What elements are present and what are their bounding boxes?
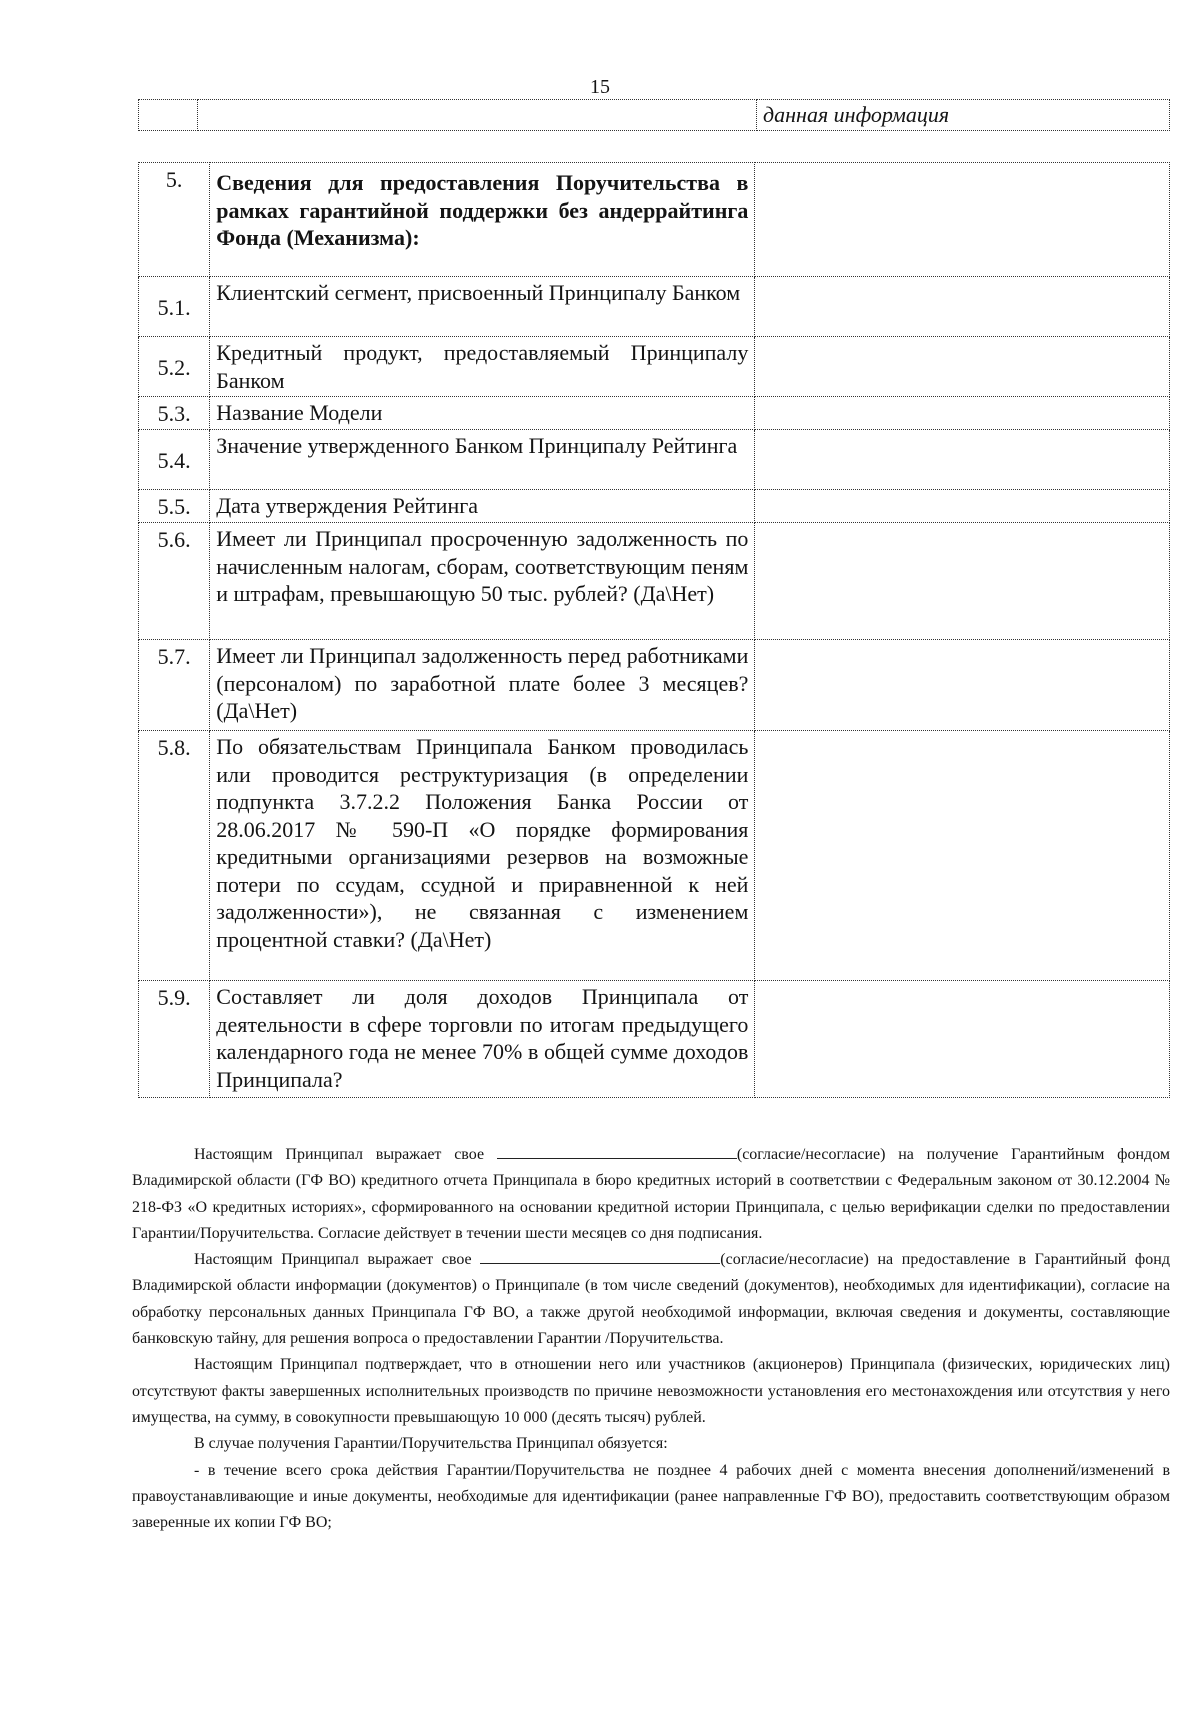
answer-cell[interactable] xyxy=(755,337,1170,397)
section-title: Сведения для предоставления Поручительства в рамках гарантийной поддержки без андеррайтинга Фонда (Механизма): xyxy=(210,163,755,277)
table-row xyxy=(139,640,1170,731)
row-number: 5.5. xyxy=(139,490,210,523)
row-number: 5.3. xyxy=(139,397,210,430)
table-row xyxy=(139,337,1170,397)
row-number: 5.9. xyxy=(139,981,210,1098)
paragraph-credit-report-consent xyxy=(132,1142,1170,1247)
table-row xyxy=(139,277,1170,337)
table-cell: данная информация xyxy=(757,100,1170,131)
answer-cell[interactable] xyxy=(755,277,1170,337)
paragraph-data-consent xyxy=(132,1247,1170,1352)
row-text: Имеет ли Принципал задолженность перед работниками (персоналом) по заработной плате более 3 месяцев? (Да\Нет) xyxy=(210,640,755,731)
row-number: 5.2. xyxy=(139,337,210,397)
paragraph-text: Настоящим Принципал выражает свое xyxy=(194,1146,485,1163)
answer-cell xyxy=(755,163,1170,277)
table-row xyxy=(139,397,1170,430)
row-text: Кредитный продукт, предоставляемый Принципалу Банком xyxy=(210,337,755,397)
row-text: Название Модели xyxy=(210,397,755,430)
paragraph-obligation-item: - в течение всего срока действия Гарантии/Поручительства не позднее 4 рабочих дней с момента внесения дополнений/изменений в правоустанавливающие и иные документы, необходимые для идентификации (ранее направленные ГФ ВО), предоставить соответствующим образом заверенные их копии ГФ ВО; xyxy=(132,1461,1170,1532)
answer-cell[interactable] xyxy=(755,640,1170,731)
table-row xyxy=(139,100,1170,131)
row-number: 5.1. xyxy=(139,277,210,337)
row-text: Составляет ли доля доходов Принципала от деятельности в сфере торговли по итогам предыдущего календарного года не менее 70% в общей сумме доходов Принципала? xyxy=(210,981,755,1098)
table-row xyxy=(139,430,1170,490)
consent-blank-field[interactable] xyxy=(480,1249,720,1264)
answer-cell[interactable] xyxy=(755,731,1170,981)
page-number: 15 xyxy=(590,76,610,98)
paragraph-text: Настоящим Принципал выражает свое xyxy=(194,1251,472,1269)
answer-cell[interactable] xyxy=(755,981,1170,1098)
paragraph-text: (согласие/несогласие) на получение Гарантийным фондом Владимирской области (ГФ ВО) кредитного отчета Принципала в бюро кредитных историй в соответствии с Федеральным законом от 30.12.2004 № 218-ФЗ «О кредитных историях», сформированного на основании кредитной истории Принципала, с целью верификации сделки по предоставлении Гарантии/Поручительства. Согласие действует в течении шести месяцев со дня подписания. xyxy=(132,1146,1171,1242)
paragraph-confirmation: Настоящим Принципал подтверждает, что в отношении него или участников (акционеров) Принципала (физических, юридических лиц) отсутствуют факты завершенных исполнительных производств по причине невозможности установления его местонахождения или отсутствия у него имущества, на сумму, в совокупности превышающую 10 000 (десять тысяч) рублей. xyxy=(132,1356,1170,1426)
paragraph-text: (согласие/несогласие) на предоставление в Гарантийный фонд Владимирской области информации (документов) о Принципале (в том числе сведений (документов), необходимых для идентификации), согласие на обработку персональных данных Принципала ГФ ВО, а также другой необходимой информации, включая сведения и документы, составляющие банковскую тайну, для решения вопроса о предоставлении Гарантии /Поручительства. xyxy=(132,1251,1171,1348)
row-number: 5.7. xyxy=(139,640,210,731)
row-number: 5.4. xyxy=(139,430,210,490)
table-row xyxy=(139,981,1170,1098)
guarantee-info-table xyxy=(138,162,1170,1098)
row-number: 5.8. xyxy=(139,731,210,981)
consent-text xyxy=(132,1142,1170,1536)
paragraph-obligations-intro: В случае получения Гарантии/Поручительства Принципал обязуется: xyxy=(194,1435,668,1453)
row-text: Имеет ли Принципал просроченную задолженность по начисленным налогам, сборам, соответствующим пеням и штрафам, превышающую 50 тыс. рублей? (Да\Нет) xyxy=(210,523,755,640)
consent-blank-field[interactable] xyxy=(497,1144,737,1159)
answer-cell[interactable] xyxy=(755,523,1170,640)
section-header-row xyxy=(139,163,1170,277)
answer-cell[interactable] xyxy=(755,490,1170,523)
table-row xyxy=(139,523,1170,640)
table-cell xyxy=(198,100,757,131)
answer-cell[interactable] xyxy=(755,397,1170,430)
row-text: Дата утверждения Рейтинга xyxy=(210,490,755,523)
table-cell xyxy=(139,100,198,131)
row-text: Клиентский сегмент, присвоенный Принципалу Банком xyxy=(210,277,755,337)
table-row xyxy=(139,490,1170,523)
row-text: По обязательствам Принципала Банком проводилась или проводится реструктуризация (в определении подпункта 3.7.2.2 Положения Банка России от 28.06.2017 № 590-П «О порядке формирования кредитными организациями резервов на возможные потери по ссудам, ссудной и приравненной к ней задолженности»), не связанная с изменением процентной ставки? (Да\Нет) xyxy=(210,731,755,981)
row-text: Значение утвержденного Банком Принципалу Рейтинга xyxy=(210,430,755,490)
row-number: 5.6. xyxy=(139,523,210,640)
answer-cell[interactable] xyxy=(755,430,1170,490)
table-row xyxy=(139,731,1170,981)
section-number: 5. xyxy=(139,163,210,277)
continuation-table xyxy=(138,99,1170,131)
